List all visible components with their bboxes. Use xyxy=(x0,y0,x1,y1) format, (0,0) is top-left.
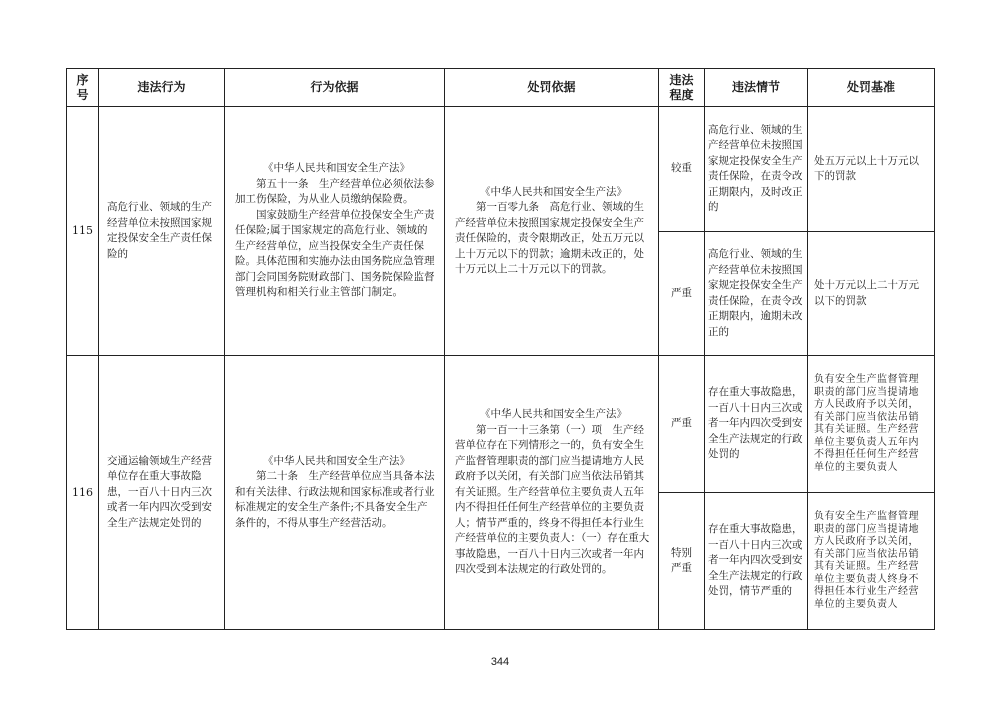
degree-cell xyxy=(659,493,705,630)
circumstance-cell: 高危行业、领域的生产经营单位未按照国家规定投保安全生产责任保险，在责令改正期限内，逾期未改正的 xyxy=(705,232,808,356)
degree-label: 特别严重 xyxy=(671,546,692,574)
circumstance-cell: 存在重大事故隐患，一百八十日内三次或者一年内四次受到安全生产法规定的行政处罚，情节严重的 xyxy=(705,493,808,630)
standard-cell: 负有安全生产监督管理职责的部门应当提请地方人民政府予以关闭，有关部门应当依法吊销其有关证照。生产经营单位主要负责人五年内不得担任任何生产经营单位的主要负责人 xyxy=(808,356,935,493)
header-seq xyxy=(67,69,99,107)
table-row xyxy=(67,356,935,493)
penalty-paragraph: 第一百零九条 高危行业、领域的生产经营单位未按照国家规定投保安全生产责任保险的，责令限期改正，处五万元以上十万元以下的罚款；逾期未改正的，处十万元以上二十万元以下的罚款。 xyxy=(455,201,644,275)
legal-basis xyxy=(225,356,445,630)
table-row xyxy=(67,107,935,232)
penalty-paragraph: 第一百一十三条第（一）项 生产经营单位存在下列情形之一的，负有安全生产监督管理职责的部门应当提请地方人民政府予以关闭，有关部门应当依法吊销其有关证照。生产经营单位主要负责人五年内不得担任任何生产经营单位的主要负责人；情节严重的，终身不得担任本行业生产经营单位的主要负责人：（一）存在重大事故隐患，一百八十日内三次或者一年内四次受到本法规定的行政处罚的。 xyxy=(455,423,650,576)
basis-paragraph: 国家鼓励生产经营单位投保安全生产责任保险;属于国家规定的高危行业、领域的生产经营单位，应当投保安全生产责任保险。具体范围和实施办法由国务院应急管理部门会同国务院财政部门、国务院保险监督管理机构和相关行业主管部门制定。 xyxy=(235,208,435,299)
page-number: 344 xyxy=(490,656,510,668)
row-number: 115 xyxy=(67,107,99,356)
header-circumstance: 违法情节 xyxy=(705,69,808,107)
basis-law-title: 《中华人民共和国安全生产法》 xyxy=(263,162,410,175)
circumstance-cell: 存在重大事故隐患，一百八十日内三次或者一年内四次受到安全生产法规定的行政处罚的 xyxy=(705,356,808,493)
standard-cell: 处五万元以上十万元以下的罚款 xyxy=(808,107,935,232)
header-seq-label: 序号 xyxy=(76,72,89,102)
basis-paragraph: 第二十条 生产经营单位应当具备本法和有关法律、行政法规和国家标准或者行业标准规定的安全生产条件;不具备安全生产条件的，不得从事生产经营活动。 xyxy=(235,470,435,529)
header-standard: 处罚基准 xyxy=(808,69,935,107)
basis-paragraph: 第五十一条 生产经营单位必须依法参加工伤保险，为从业人员缴纳保险费。 xyxy=(235,177,435,206)
penalty-basis xyxy=(445,107,659,356)
penalty-standards-table xyxy=(66,68,935,630)
row-number: 116 xyxy=(67,356,99,630)
header-row xyxy=(67,69,935,107)
standard-cell: 负有安全生产监督管理职责的部门应当提请地方人民政府予以关闭，有关部门应当依法吊销其有关证照。生产经营单位主要负责人终身不得担任本行业生产经营单位的主要负责人 xyxy=(808,493,935,630)
header-degree xyxy=(659,69,705,107)
degree-cell: 严重 xyxy=(659,232,705,356)
penalty-law-title: 《中华人民共和国安全生产法》 xyxy=(480,185,627,198)
header-degree-label: 违法程度 xyxy=(669,72,694,102)
standard-cell: 处十万元以上二十万元以下的罚款 xyxy=(808,232,935,356)
header-penalty-basis: 处罚依据 xyxy=(445,69,659,107)
violation-act: 交通运输领域生产经营单位存在重大事故隐患，一百八十日内三次或者一年内四次受到安全生产法规定处罚的 xyxy=(99,356,225,630)
basis-law-title: 《中华人民共和国安全生产法》 xyxy=(263,454,410,467)
degree-cell: 较重 xyxy=(659,107,705,232)
legal-basis xyxy=(225,107,445,356)
header-act: 违法行为 xyxy=(99,69,225,107)
circumstance-cell: 高危行业、领域的生产经营单位未按照国家规定投保安全生产责任保险，在责令改正期限内，及时改正的 xyxy=(705,107,808,232)
violation-act: 高危行业、领域的生产经营单位未按照国家规定投保安全生产责任保险的 xyxy=(99,107,225,356)
header-basis: 行为依据 xyxy=(225,69,445,107)
penalty-law-title: 《中华人民共和国安全生产法》 xyxy=(480,408,627,421)
penalty-basis xyxy=(445,356,659,630)
degree-cell: 严重 xyxy=(659,356,705,493)
